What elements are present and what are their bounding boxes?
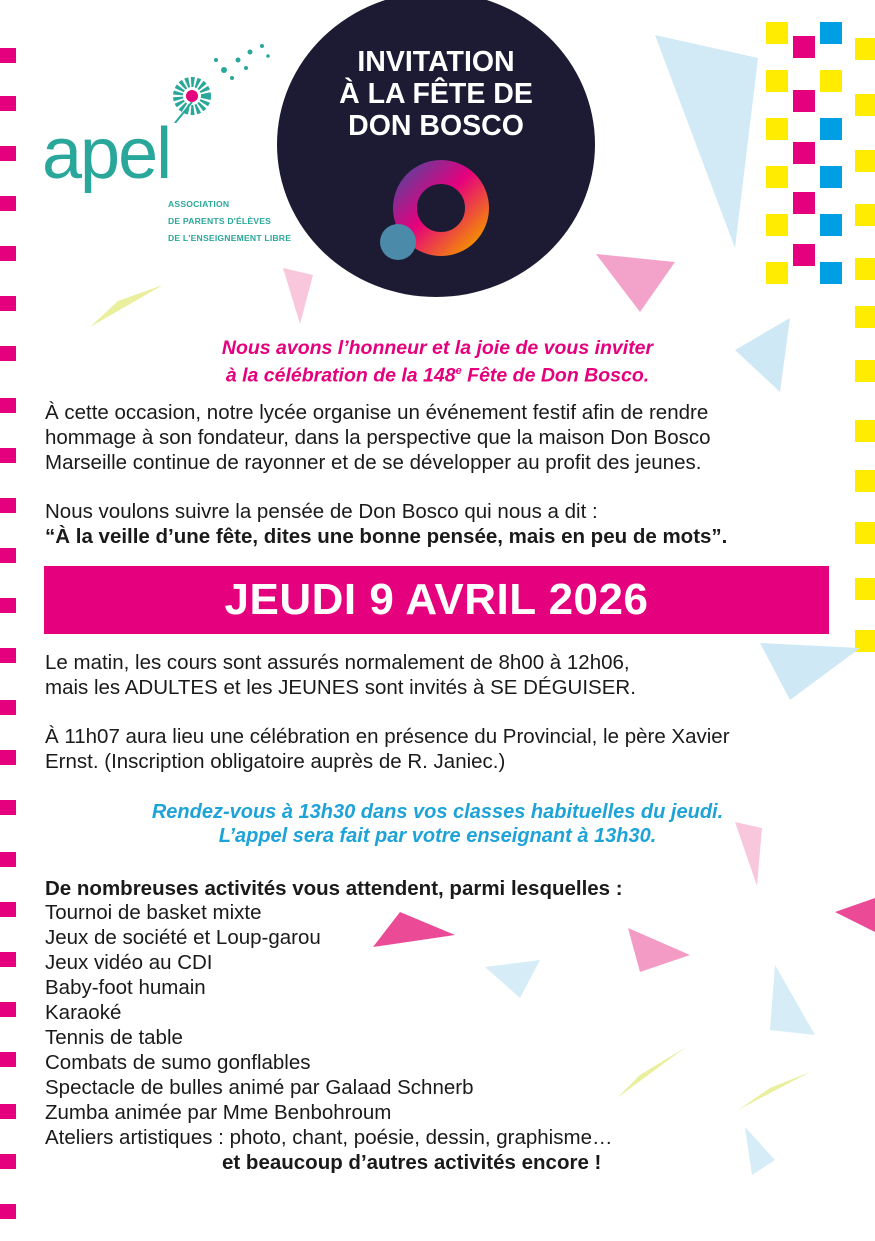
list-item: Jeux vidéo au CDI [45,951,213,974]
paragraph-celebration: À 11h07 aura lieu une célébration en présence du Provincial, le père Xavier Ernst. (Inscription obligatoire auprès de R. Janiec.) [45,725,730,773]
donut-logo-icon [378,152,498,264]
apel-wordmark: apel [42,114,171,194]
list-item: Tennis de table [45,1026,183,1049]
list-item: Karaoké [45,1001,122,1024]
list-item: Ateliers artistiques : photo, chant, poésie, dessin, graphisme… [45,1126,613,1149]
list-item: Spectacle de bulles animé par Galaad Schnerb [45,1076,474,1099]
list-item: Baby-foot humain [45,976,206,999]
date-banner-text: JEUDI 9 AVRIL 2026 [224,575,649,624]
rendezvous-text: Rendez-vous à 13h30 dans vos classes habituelles du jeudi. L’appel sera fait par votre enseignant à 13h30. [151,801,724,847]
dandelion-icon [150,38,280,123]
activities-more: et beaucoup d’autres activités encore ! [222,1151,602,1174]
list-item: Zumba animée par Mme Benbohroum [45,1101,392,1124]
activities-list [45,900,612,1150]
list-item: Combats de sumo gonflables [45,1051,311,1074]
activities-title: De nombreuses activités vous attendent, parmi lesquelles : [45,877,623,900]
don-bosco-quote: “À la veille d’une fête, dites une bonne pensée, mais en peu de mots”. [45,525,728,548]
intro-text: Nous avons l’honneur et la joie de vous inviter à la célébration de la 148e Fête de Don Bosco. [221,337,654,387]
list-item: Tournoi de basket mixte [45,901,262,924]
list-item: Jeux de société et Loup-garou [45,926,321,949]
paragraph-matin: Le matin, les cours sont assurés normalement de 8h00 à 12h06, mais les ADULTES et les JEUNES sont invités à SE DÉGUISER. [45,651,636,699]
invitation-title: INVITATION À LA FÊTE DE DON BOSCO [339,46,533,142]
paragraph-pensee: Nous voulons suivre la pensée de Don Bosco qui nous a dit : “À la veille d’une fête, dites une bonne pensée, mais en peu de mots”. [45,499,825,549]
apel-subtitle: ASSOCIATION DE PARENTS D'ÉLÈVES DE L'ENSEIGNEMENT LIBRE [168,199,292,243]
paragraph-occasion: À cette occasion, notre lycée organise un événement festif afin de rendre hommage à son fondateur, dans la perspective que la maison Don Bosco Marseille continue de rayonner et de se développer au profit des jeunes. [45,401,711,474]
